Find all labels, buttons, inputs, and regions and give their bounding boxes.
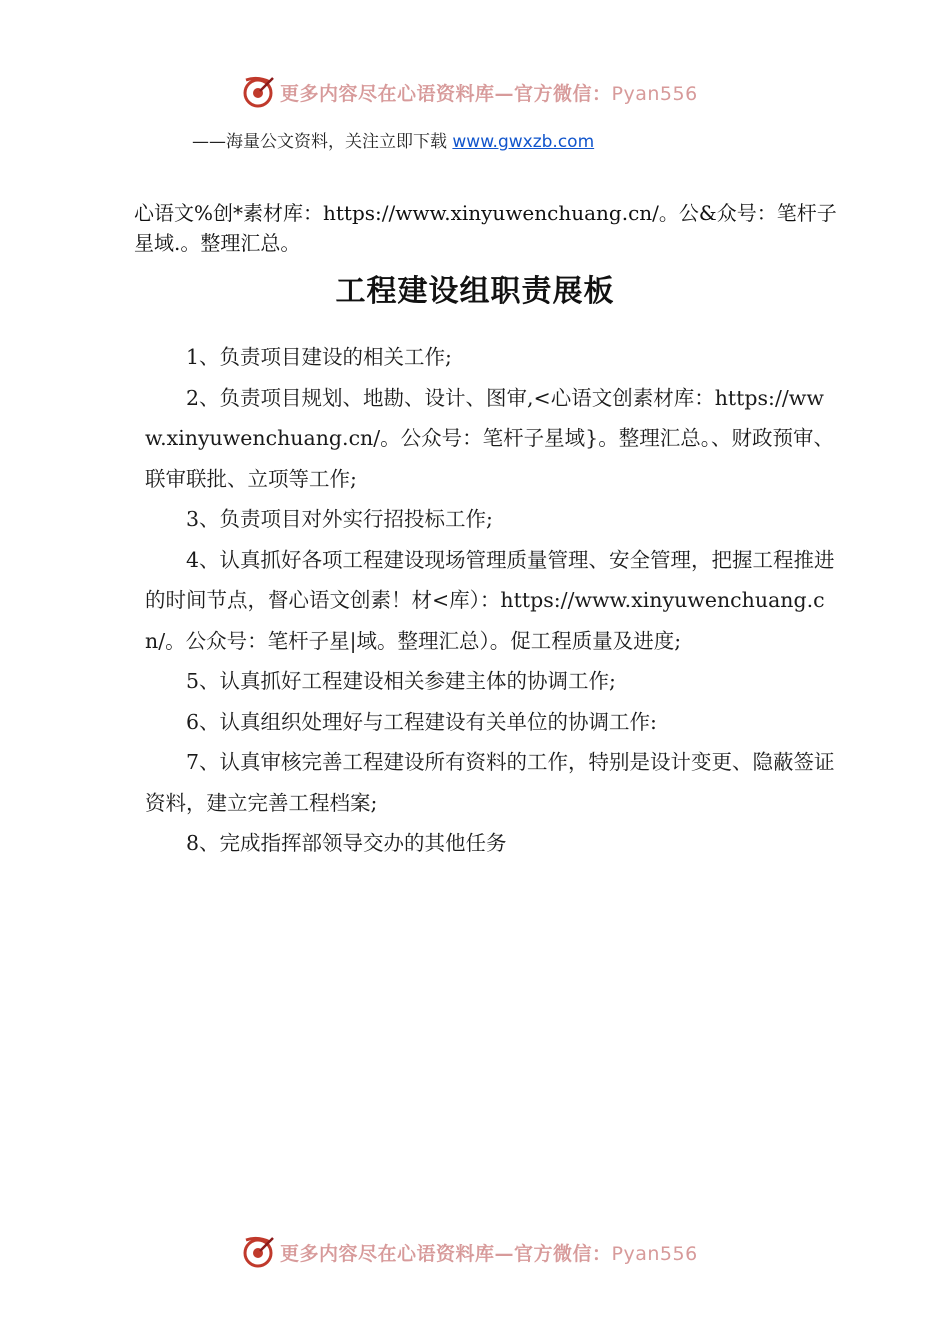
tagline <box>192 127 594 152</box>
page-title: 工程建设组职责展板 <box>335 274 615 309</box>
banner-text: 更多内容尽在心语资料库—官方微信：Pyan556 <box>280 82 698 105</box>
duty-item-2: 2、负责项目规划、地勘、设计、图审,<心语文创素材库：https://www.xinyuwenchuang.cn/。公众号：笔杆子星域}。整理汇总。、财政预审、联审联批、立项等工作; <box>145 385 834 491</box>
duty-item-1: 1、负责项目建设的相关工作; <box>186 345 452 369</box>
duty-item-8: 8、完成指挥部领导交办的其他任务 <box>186 831 507 855</box>
logo-icon <box>240 1234 276 1270</box>
wechat-id: Pyan556 <box>611 1242 698 1265</box>
duty-item-7: 7、认真审核完善工程建设所有资料的工作，特别是设计变更、隐蔽签证资料，建立完善工程档案; <box>145 750 835 815</box>
duty-list <box>145 337 835 864</box>
duty-item-6: 6、认真组织处理好与工程建设有关单位的协调工作: <box>186 709 657 734</box>
banner-text: 更多内容尽在心语资料库—官方微信：Pyan556 <box>280 1242 698 1265</box>
footer-banner <box>240 1232 760 1272</box>
site-link[interactable]: www.gwxzb.com <box>452 132 595 152</box>
duty-item-5: 5、认真抓好工程建设相关参建主体的协调工作; <box>186 669 616 693</box>
wechat-id: Pyan556 <box>611 82 698 105</box>
duty-item-3: 3、负责项目对外实行招投标工作; <box>186 507 493 531</box>
tagline-text: ——海量公文资料，关注立即下载 <box>192 132 453 152</box>
header-banner <box>240 72 760 112</box>
duty-item-4: 4、认真抓好各项工程建设现场管理质量管理、安全管理，把握工程推进的时间节点，督心语文创素！材<库）：https://www.xinyuwenchuang.cn/。公众号：笔杆子星|域。整理汇总）。促工程质量及进度; <box>145 547 835 653</box>
header-note: 心语文%创*素材库：https://www.xinyuwenchuang.cn/。公&众号：笔杆子星域.。整理汇总。 <box>134 201 837 255</box>
logo-icon <box>240 74 276 110</box>
